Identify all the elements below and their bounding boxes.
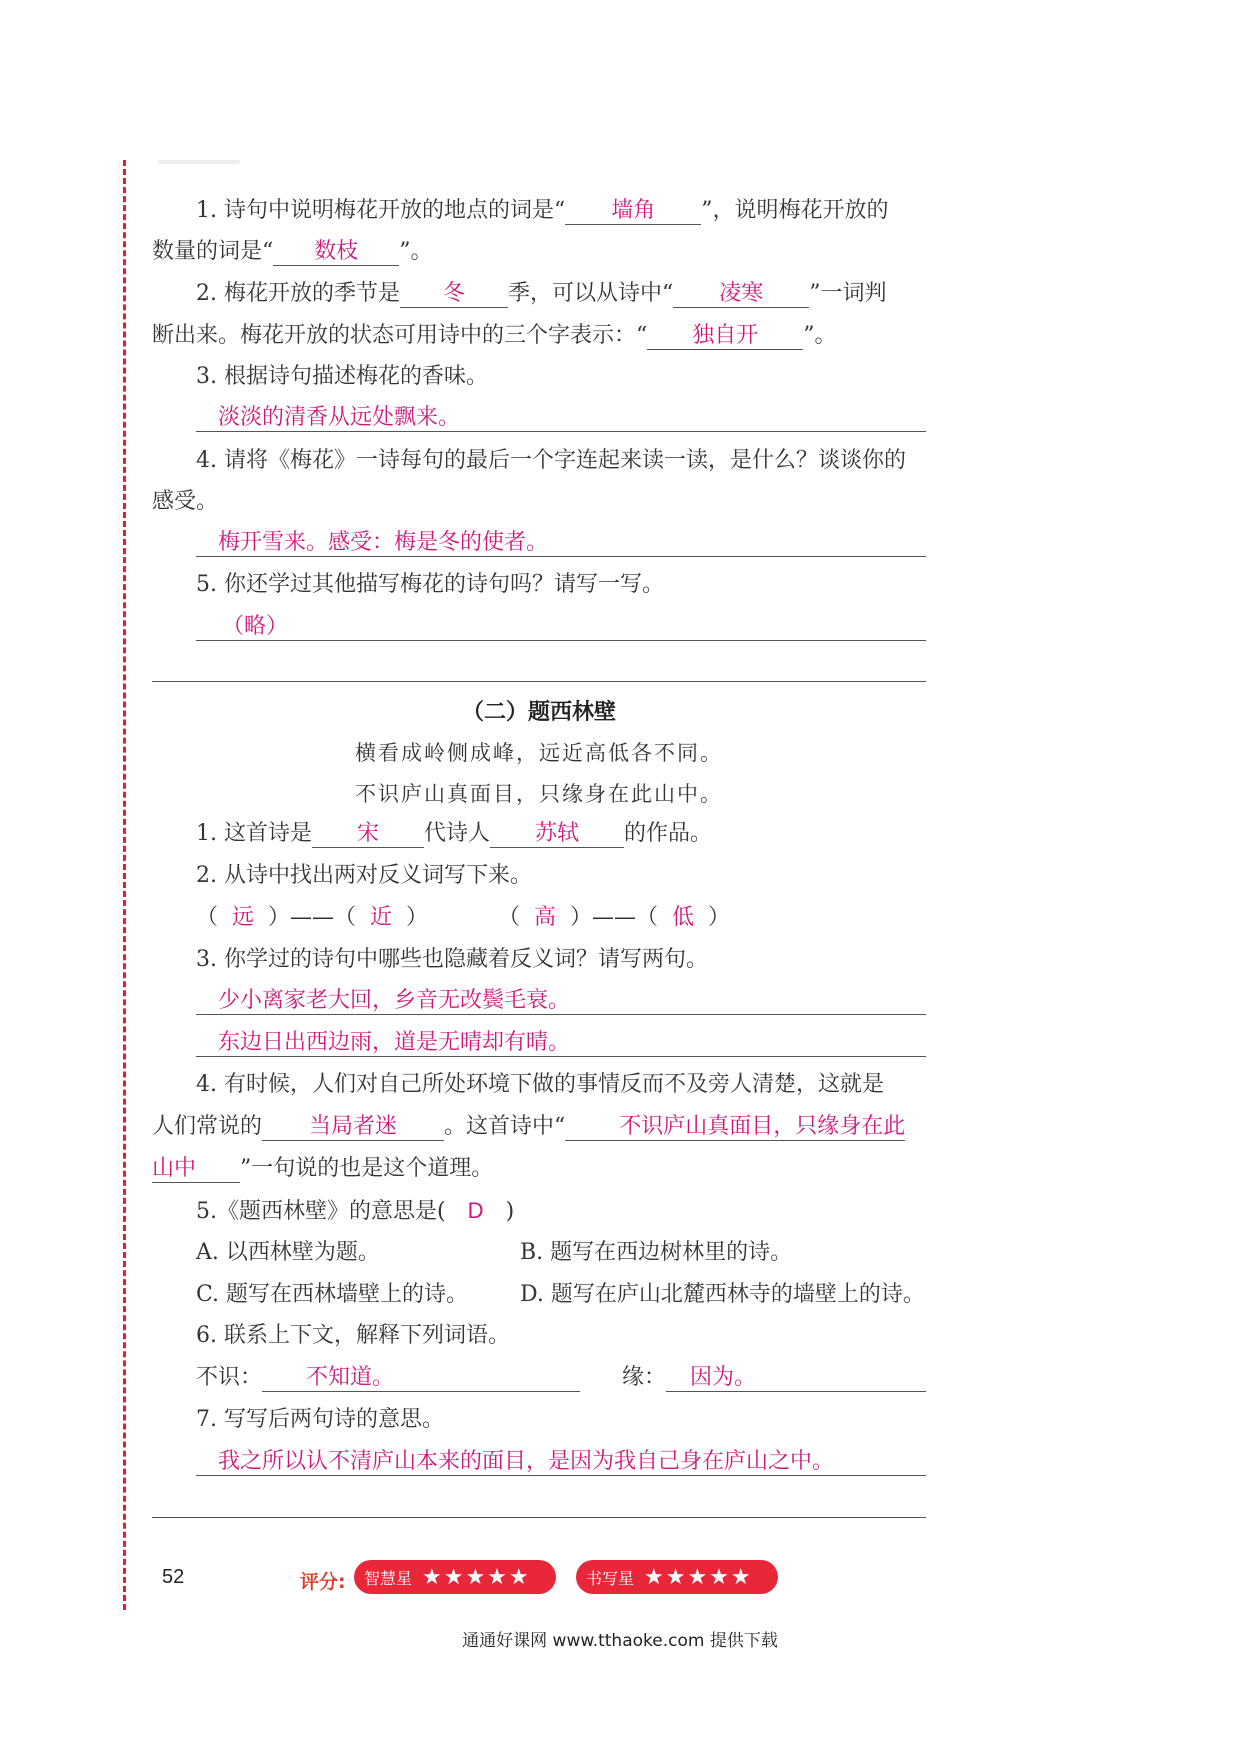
p2-question-1 [196,819,712,849]
answer-rule [196,640,926,641]
p1-q2-answer-3: 独自开 [647,323,803,350]
answer-rule [196,1475,926,1476]
text: ”，说明梅花开放的 [701,198,889,223]
text: 。这首诗中“ [444,1114,566,1139]
text: 1. 这首诗是 [196,821,312,846]
pair2-word-a: 高 [534,905,557,930]
p1-q2-answer-2: 凌寒 [673,281,809,308]
p2-q6-answer-1: 不知道。 [262,1365,580,1392]
pair1-word-b: 近 [370,905,393,930]
p2-q6-word-2 [622,1363,926,1393]
text: 的作品。 [624,821,713,846]
p2-question-6: 6. 联系上下文，解释下列词语。 [196,1323,510,1348]
p1-question-2-line1 [196,279,886,309]
p1-question-1-line2 [152,237,433,267]
p2-q3-answer-1: 少小离家老大回，乡音无改鬓毛衰。 [218,988,571,1013]
answer-rule [196,1014,926,1015]
pair2-word-b: 低 [672,905,695,930]
writing-star-rating [576,1560,778,1594]
paren: ） [694,905,731,930]
p1-question-2-line2 [152,321,837,351]
p2-question-3: 3. 你学过的诗句中哪些也隐藏着反义词？请写两句。 [196,947,708,972]
p1-question-5: 5. 你还学过其他描写梅花的诗句吗？请写一写。 [196,572,664,597]
p2-q6-word-1 [196,1363,580,1393]
p2-question-2: 2. 从诗中找出两对反义词写下来。 [196,863,532,888]
p1-q3-answer: 淡淡的清香从远处飘来。 [218,405,461,430]
star-icons: ★★★★★ [422,1564,531,1590]
text: ”。 [803,323,837,348]
p2-q1-answer-1: 宋 [312,821,424,848]
text: ”一词判 [809,281,887,306]
poem-line-1: 横看成岭侧成峰，远近高低各不同。 [355,741,723,765]
p1-question-4-line1: 4. 请将《梅花》一诗每句的最后一个字连起来读一读，是什么？谈谈你的 [196,448,906,473]
text: 断出来。梅花开放的状态可用诗中的三个字表示：“ [152,323,648,348]
text: 人们常说的 [152,1114,263,1139]
p1-q4-answer: 梅开雪来。感受：梅是冬的使者。 [218,530,549,555]
p1-question-1-line1 [196,196,888,226]
text: 季，可以从诗中“ [507,281,674,306]
paren: （ [498,905,535,930]
p1-q1-answer-1: 墙角 [565,198,701,225]
p2-q4-answer-1: 当局者迷 [262,1114,444,1141]
p1-q5-answer: （略） [222,614,289,639]
section-divider [152,1517,926,1518]
p1-question-4-line2: 感受。 [152,489,219,514]
p2-q7-answer: 我之所以认不清庐山本来的面目，是因为我自己身在庐山之中。 [218,1449,835,1474]
writing-star-label: 书写星 [586,1566,634,1589]
text: ”。 [399,239,433,264]
p2-q1-answer-2: 苏轼 [490,821,624,848]
p2-question-4-line1: 4. 有时候，人们对自己所处环境下做的事情反而不及旁人清楚，这就是 [196,1072,884,1097]
answer-rule [196,556,926,557]
p2-question-7: 7. 写写后两句诗的意思。 [196,1407,444,1432]
text: 不识： [196,1365,263,1390]
text: ”一句说的也是这个道理。 [240,1156,494,1181]
paren: ） [392,905,429,930]
star-icons: ★★★★★ [644,1564,753,1590]
download-note: 通通好课网 www.tthaoke.com 提供下载 [462,1631,778,1651]
wisdom-star-rating [354,1560,556,1594]
paren: ）——（ [556,905,673,930]
p2-q5-answer: D [467,1198,484,1223]
p1-question-3: 3. 根据诗句描述梅花的香味。 [196,364,488,389]
poem-line-2: 不识庐山真面目，只缘身在此山中。 [355,782,723,806]
option-d: D. 题写在庐山北麓西林寺的墙壁上的诗。 [520,1282,925,1307]
answer-rule [196,1056,926,1057]
header-mark [158,160,240,164]
binding-margin-line [123,160,126,1610]
p2-question-4-line2 [152,1112,905,1142]
option-c: C. 题写在西林墙壁上的诗。 [196,1282,469,1307]
section-divider [152,681,926,682]
p1-q2-answer-1: 冬 [400,281,508,308]
paren: （ [196,905,232,930]
antonym-pairs [196,903,730,933]
text: 代诗人 [423,821,490,846]
section-title: （二）题西林壁 [461,700,616,725]
p2-q6-answer-2: 因为。 [666,1365,926,1392]
text: 缘： [622,1365,667,1390]
text: 2. 梅花开放的季节是 [196,281,400,306]
option-a: A. 以西林壁为题。 [196,1240,380,1265]
p2-question-4-line3 [152,1154,493,1184]
wisdom-star-label: 智慧星 [364,1566,412,1589]
text: 1. 诗句中说明梅花开放的地点的词是“ [196,198,566,223]
p2-q4-answer-2: 不识庐山真面目，只缘身在此 [565,1114,905,1141]
p2-q3-answer-2: 东边日出西边雨，道是无晴却有晴。 [218,1030,571,1055]
score-label: 评分: [300,1571,346,1593]
option-b: B. 题写在西边树林里的诗。 [520,1240,793,1265]
text: 数量的词是“ [152,239,274,264]
page-number: 52 [162,1566,185,1588]
text: ) [505,1199,515,1224]
pair1-word-a: 远 [232,905,255,930]
paren: ）——（ [254,905,370,930]
p2-q4-answer-3: 山中 [152,1156,240,1183]
p2-question-5 [196,1196,514,1227]
text: 5.《题西林壁》的意思是( [196,1199,446,1224]
p1-q1-answer-2: 数枝 [273,239,399,266]
answer-rule [196,431,926,432]
